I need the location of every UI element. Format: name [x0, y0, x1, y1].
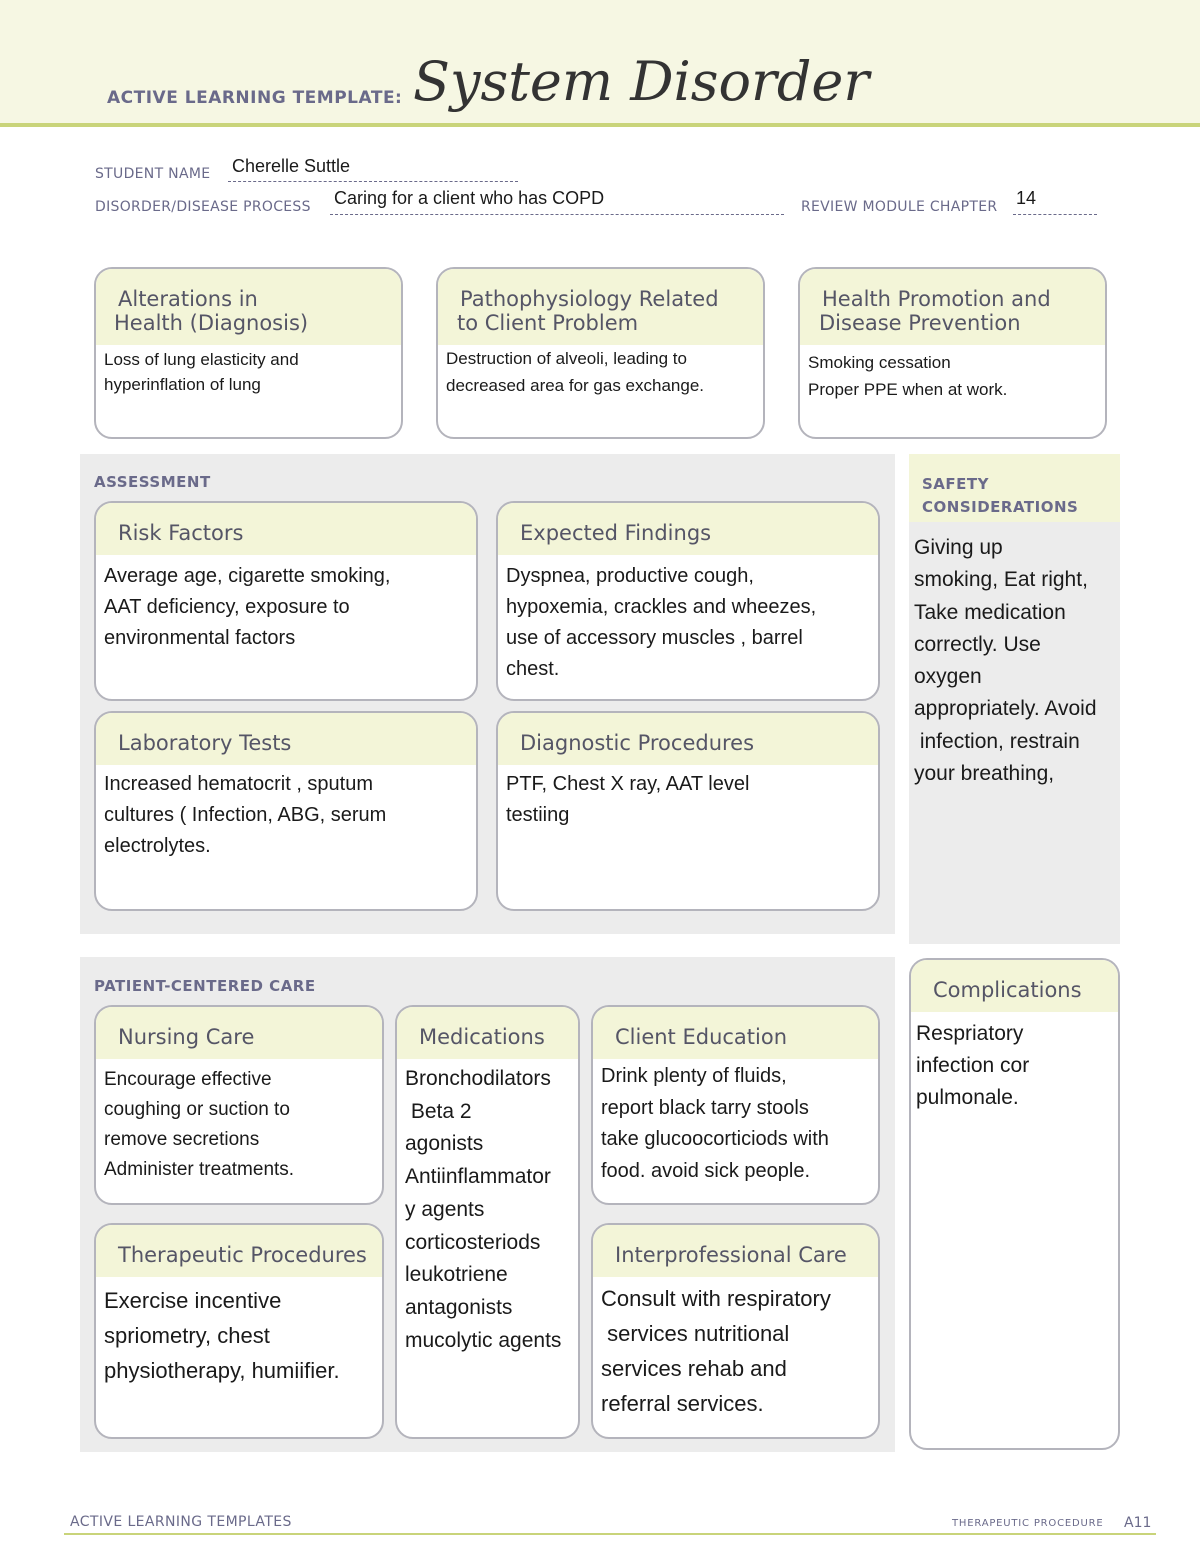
therapeutic-procedures-box	[94, 1223, 384, 1439]
alterations-title-line1: Alterations in	[118, 287, 258, 311]
nursing-care-title: Nursing Care	[96, 1007, 382, 1059]
diagnostic-procedures-line: PTF, Chest X ray, AAT level	[506, 773, 750, 795]
student-name-label: STUDENT NAME	[95, 166, 211, 182]
laboratory-tests-line: electrolytes.	[104, 835, 211, 857]
template-title: System Disorder	[413, 50, 870, 113]
chapter-underline	[1013, 214, 1097, 215]
pathophysiology-line: decreased area for gas exchange.	[446, 376, 705, 395]
medications-box	[395, 1005, 580, 1439]
student-name-value[interactable]: Cherelle Suttle	[232, 156, 351, 176]
complications-line: infection cor	[916, 1054, 1030, 1077]
therapeutic-procedures-title: Therapeutic Procedures	[96, 1225, 382, 1277]
health-promotion-title	[800, 269, 1105, 345]
disorder-label: DISORDER/DISEASE PROCESS	[95, 199, 311, 215]
interprofessional-care-line: referral services.	[601, 1391, 764, 1416]
footer-right-text: THERAPEUTIC PROCEDURE	[952, 1518, 1104, 1529]
risk-factors-title: Risk Factors	[96, 503, 476, 555]
medications-line: Antiinflammator	[405, 1165, 551, 1189]
nursing-care-box	[94, 1005, 384, 1205]
expected-findings-title: Expected Findings	[498, 503, 878, 555]
pathophysiology-title	[438, 269, 763, 345]
disorder-value[interactable]: Caring for a client who has COPD	[334, 188, 605, 208]
expected-findings-line: hypoxemia, crackles and wheezes,	[506, 596, 817, 618]
complications-line: pulmonale.	[916, 1086, 1019, 1109]
safety-line: oxygen	[914, 665, 982, 689]
medications-line: mucolytic agents	[405, 1328, 562, 1352]
interprofessional-care-line: Consult with respiratory	[601, 1286, 831, 1311]
alterations-line: Loss of lung elasticity and	[104, 350, 299, 369]
complications-title: Complications	[911, 960, 1118, 1012]
risk-factors-box	[94, 501, 478, 701]
therapeutic-procedures-content[interactable]	[96, 1277, 382, 1394]
footer-divider	[64, 1533, 1156, 1535]
interprofessional-care-title: Interprofessional Care	[593, 1225, 878, 1277]
template-label: ACTIVE LEARNING TEMPLATE:	[107, 88, 403, 108]
pathophysiology-content[interactable]	[438, 345, 763, 405]
chapter-value[interactable]: 14	[1016, 188, 1037, 208]
medications-line: leukotriene	[405, 1263, 508, 1287]
medications-line: agonists	[405, 1132, 484, 1156]
risk-factors-line: AAT deficiency, exposure to	[104, 596, 350, 618]
complications-content[interactable]	[911, 1012, 1118, 1120]
footer-page-number: A11	[1124, 1515, 1152, 1531]
risk-factors-line: Average age, cigarette smoking,	[104, 565, 391, 587]
client-education-title: Client Education	[593, 1007, 878, 1059]
pathophysiology-line: Destruction of alveoli, leading to	[446, 349, 687, 368]
safety-line: smoking, Eat right,	[914, 568, 1088, 592]
medications-line: Beta 2	[405, 1099, 472, 1123]
safety-content[interactable]	[914, 532, 1120, 790]
laboratory-tests-line: cultures ( Infection, ABG, serum	[104, 804, 387, 826]
laboratory-tests-line: Increased hematocrit , sputum	[104, 773, 374, 795]
nursing-care-line: Administer treatments.	[104, 1159, 295, 1180]
client-education-line: report black tarry stools	[601, 1096, 809, 1119]
safety-line: Giving up	[914, 536, 1003, 559]
alterations-box	[94, 267, 403, 439]
pathophysiology-title-line2: to Client Problem	[457, 311, 639, 335]
client-education-line: food. avoid sick people.	[601, 1159, 811, 1182]
health-promotion-line: Proper PPE when at work.	[808, 380, 1008, 399]
nursing-care-line: Encourage effective	[104, 1069, 272, 1090]
nursing-care-line: coughing or suction to	[104, 1099, 290, 1120]
nursing-care-line: remove secretions	[104, 1129, 260, 1150]
nursing-care-content[interactable]	[96, 1059, 382, 1191]
client-education-line: Drink plenty of fluids,	[601, 1065, 787, 1087]
interprofessional-care-box	[591, 1223, 880, 1439]
expected-findings-line: use of accessory muscles , barrel	[506, 627, 803, 649]
health-promotion-box	[798, 267, 1107, 439]
assessment-label: ASSESSMENT	[94, 473, 211, 491]
client-education-line: take glucoocorticiods with	[601, 1128, 829, 1150]
health-promotion-content[interactable]	[800, 345, 1105, 409]
chapter-label: REVIEW MODULE CHAPTER	[801, 199, 998, 215]
safety-line: Take medication	[914, 600, 1066, 624]
medications-line: antagonists	[405, 1295, 513, 1319]
header-divider	[0, 123, 1200, 127]
diagnostic-procedures-line: testiing	[506, 804, 570, 826]
diagnostic-procedures-content[interactable]	[498, 765, 878, 837]
expected-findings-content[interactable]	[498, 555, 878, 691]
health-promotion-title-line1: Health Promotion and	[822, 287, 1051, 311]
footer-left-text: ACTIVE LEARNING TEMPLATES	[70, 1514, 292, 1530]
medications-line: Bronchodilators	[405, 1067, 551, 1090]
medications-line: y agents	[405, 1197, 485, 1221]
medications-content[interactable]	[397, 1059, 578, 1363]
expected-findings-line: chest.	[506, 658, 560, 680]
therapeutic-procedures-line: physiotherapy, humiifier.	[104, 1358, 340, 1383]
interprofessional-care-line: services rehab and	[601, 1356, 787, 1381]
pathophysiology-box	[436, 267, 765, 439]
safety-line: your breathing,	[914, 762, 1055, 786]
safety-label-line1: SAFETY	[922, 475, 989, 493]
risk-factors-content[interactable]	[96, 555, 476, 660]
student-name-underline	[228, 181, 518, 182]
expected-findings-line: Dyspnea, productive cough,	[506, 565, 754, 587]
expected-findings-box	[496, 501, 880, 701]
alterations-line: hyperinflation of lung	[104, 375, 261, 394]
client-education-box	[591, 1005, 880, 1205]
disorder-underline	[330, 214, 784, 215]
safety-label-line2: CONSIDERATIONS	[922, 498, 1079, 516]
interprofessional-care-content[interactable]	[593, 1277, 878, 1427]
complications-line: Respriatory	[916, 1022, 1024, 1045]
alterations-title	[96, 269, 401, 345]
therapeutic-procedures-line: Exercise incentive	[104, 1288, 282, 1313]
laboratory-tests-title: Laboratory Tests	[96, 713, 476, 765]
alterations-content[interactable]	[96, 345, 401, 403]
diagnostic-procedures-title: Diagnostic Procedures	[498, 713, 878, 765]
medications-line: corticosteriods	[405, 1230, 541, 1254]
health-promotion-line: Smoking cessation	[808, 353, 951, 372]
safety-line: infection, restrain	[914, 729, 1080, 753]
interprofessional-care-line: services nutritional	[601, 1321, 790, 1346]
health-promotion-title-line2: Disease Prevention	[819, 311, 1021, 335]
therapeutic-procedures-line: spriometry, chest	[104, 1323, 270, 1348]
laboratory-tests-box	[94, 711, 478, 911]
medications-title: Medications	[397, 1007, 578, 1059]
safety-line: appropriately. Avoid	[914, 697, 1097, 721]
laboratory-tests-content[interactable]	[96, 765, 476, 868]
pathophysiology-title-line1: Pathophysiology Related	[460, 287, 719, 311]
client-education-content[interactable]	[593, 1059, 878, 1193]
complications-box	[909, 958, 1120, 1450]
safety-label	[922, 473, 1078, 519]
alterations-title-line2: Health (Diagnosis)	[114, 311, 309, 335]
safety-line: correctly. Use	[914, 632, 1041, 656]
diagnostic-procedures-box	[496, 711, 880, 911]
patient-centered-care-label: PATIENT-CENTERED CARE	[94, 977, 316, 995]
risk-factors-line: environmental factors	[104, 627, 296, 649]
